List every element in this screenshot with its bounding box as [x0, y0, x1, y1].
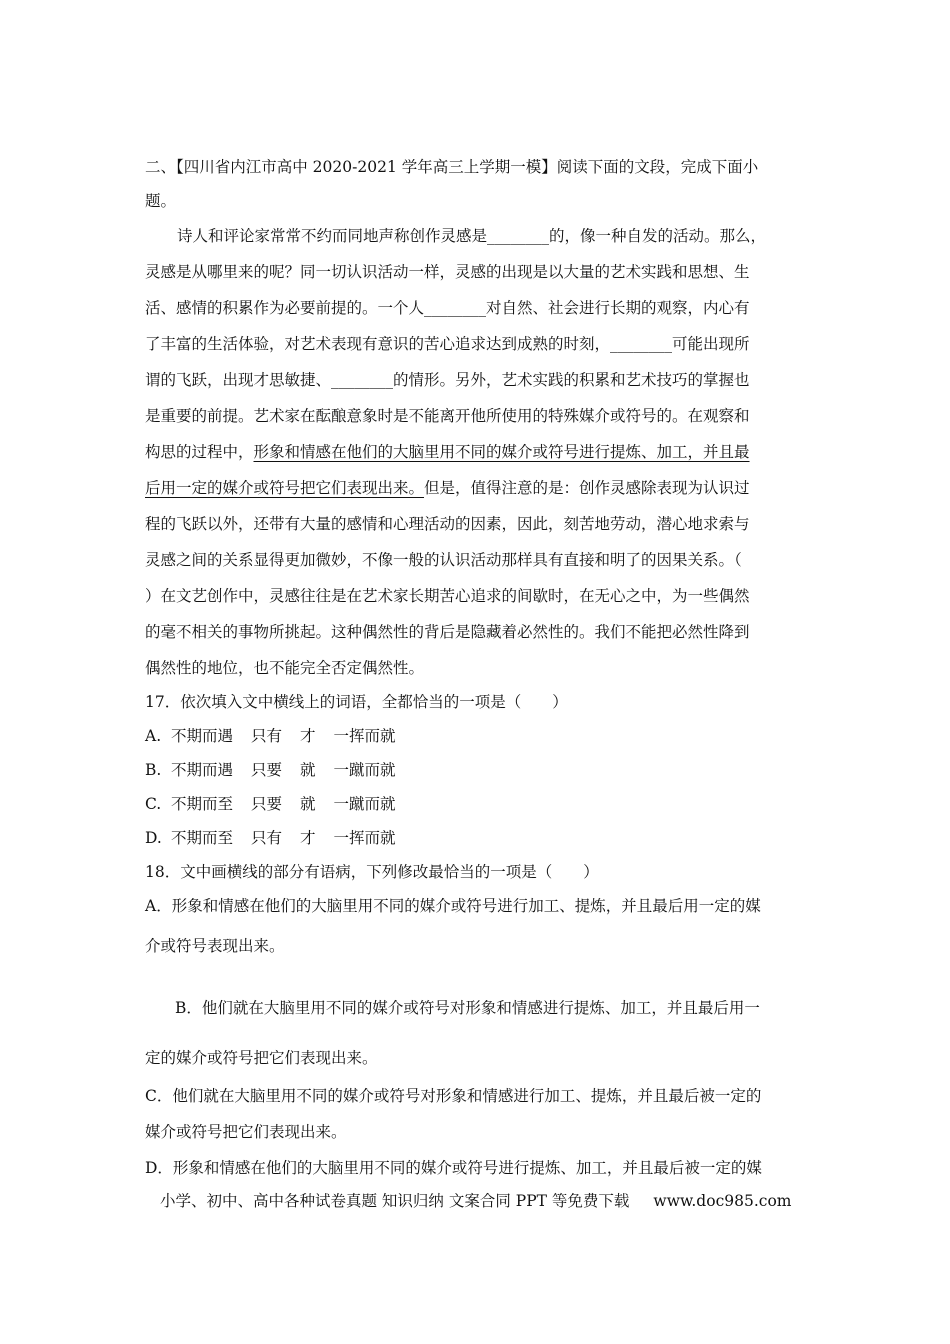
- passage-line-7: [145, 441, 805, 463]
- option-label: A.: [145, 727, 162, 745]
- passage-line-12: 的毫不相关的事物所挑起。这种偶然性的背后是隐藏着必然性的。我们不能把必然性降到: [145, 623, 750, 641]
- option-word: 不期而遇: [171, 727, 234, 745]
- question-18-option-c-line-1: C．他们就在大脑里用不同的媒介或符号对形象和情感进行加工、提炼，并且最后被一定的: [145, 1087, 762, 1105]
- question-17-stem: 17．依次填入文中横线上的词语，全都恰当的一项是（ ）: [145, 693, 568, 711]
- passage-line-10: 灵感之间的关系显得更加微妙，不像一般的认识活动那样具有直接和明了的因果关系。（: [145, 551, 742, 569]
- passage-line-7-text: 构思的过程中，: [145, 443, 254, 461]
- underlined-sentence-part-2: 后用一定的媒介或符号把它们表现出来。: [145, 479, 425, 497]
- passage-line-1: 诗人和评论家常常不约而同地声称创作灵感是________的，像一种自发的活动。那么，: [177, 227, 767, 245]
- underlined-sentence-part-1: 形象和情感在他们的大脑里用不同的媒介或符号进行提炼、加工，并且最: [253, 443, 750, 461]
- option-word: 不期而至: [171, 829, 234, 847]
- page-footer: [160, 1190, 791, 1212]
- question-18-option-a-line-2: 介或符号表现出来。: [145, 937, 285, 955]
- option-word: 只要: [251, 761, 283, 779]
- option-label: C.: [145, 795, 162, 813]
- section-heading-line-2: 题。: [145, 192, 177, 210]
- passage-line-13: 偶然性的地位，也不能完全否定偶然性。: [145, 659, 425, 677]
- question-18-option-d-line-1: D．形象和情感在他们的大脑里用不同的媒介或符号进行提炼、加工，并且最后被一定的媒: [145, 1159, 762, 1177]
- passage-line-2: 灵感是从哪里来的呢？同一切认识活动一样，灵感的出现是以大量的艺术实践和思想、生: [145, 263, 750, 281]
- question-18-option-c-line-2: 媒介或符号把它们表现出来。: [145, 1123, 347, 1141]
- option-word: 只要: [251, 795, 283, 813]
- passage-line-11: ）在文艺创作中，灵感往往是在艺术家长期苦心追求的间歇时，在无心之中，为一些偶然: [145, 587, 750, 605]
- option-word: 一蹴而就: [333, 761, 396, 779]
- option-word: 就: [300, 761, 316, 779]
- passage-line-8-text: 但是，值得注意的是：创作灵感除表现为认识过: [424, 479, 750, 497]
- option-word: 一挥而就: [333, 727, 396, 745]
- question-18-option-b-line-1: B．他们就在大脑里用不同的媒介或符号对形象和情感进行提炼、加工，并且最后用一: [175, 999, 760, 1017]
- option-word: 只有: [251, 829, 283, 847]
- option-word: 只有: [251, 727, 283, 745]
- option-word: 才: [300, 829, 316, 847]
- passage-line-4: 了丰富的生活体验，对艺术表现有意识的苦心追求达到成熟的时刻，________可能出现所: [145, 335, 750, 353]
- option-word: 才: [300, 727, 316, 745]
- passage-line-3: 活、感情的积累作为必要前提的。一个人________对自然、社会进行长期的观察，内心有: [145, 299, 750, 317]
- section-heading-line-1: 二、【四川省内江市高中 2020-2021 学年高三上学期一模】阅读下面的文段，完成下面小: [145, 158, 759, 176]
- option-word: 就: [300, 795, 316, 813]
- option-word: 不期而至: [171, 795, 234, 813]
- option-word: 一挥而就: [333, 829, 396, 847]
- footer-text: 小学、初中、高中各种试卷真题 知识归纳 文案合同 PPT 等免费下载: [160, 1192, 630, 1210]
- passage-line-9: 程的飞跃以外，还带有大量的感情和心理活动的因素，因此，刻苦地劳动，潜心地求索与: [145, 515, 750, 533]
- question-18-option-a-line-1: A．形象和情感在他们的大脑里用不同的媒介或符号进行加工、提炼，并且最后用一定的媒: [145, 897, 761, 915]
- footer-url-link[interactable]: www.doc985.com: [653, 1192, 792, 1210]
- question-18-option-b-line-2: 定的媒介或符号把它们表现出来。: [145, 1049, 378, 1067]
- question-17-option-b: [145, 759, 805, 781]
- option-label: D.: [145, 829, 162, 847]
- option-word: 不期而遇: [171, 761, 234, 779]
- option-word: 一蹴而就: [333, 795, 396, 813]
- passage-line-5: 谓的飞跃，出现才思敏捷、________的情形。另外，艺术实践的积累和艺术技巧的掌握也: [145, 371, 750, 389]
- passage-line-8: [145, 477, 805, 499]
- question-17-option-a: [145, 725, 805, 747]
- option-label: B.: [145, 761, 162, 779]
- passage-line-6: 是重要的前提。艺术家在酝酿意象时是不能离开他所使用的特殊媒介或符号的。在观察和: [145, 407, 750, 425]
- question-17-option-d: [145, 827, 805, 849]
- question-17-option-c: [145, 793, 805, 815]
- question-18-stem: 18．文中画横线的部分有语病，下列修改最恰当的一项是（ ）: [145, 863, 599, 881]
